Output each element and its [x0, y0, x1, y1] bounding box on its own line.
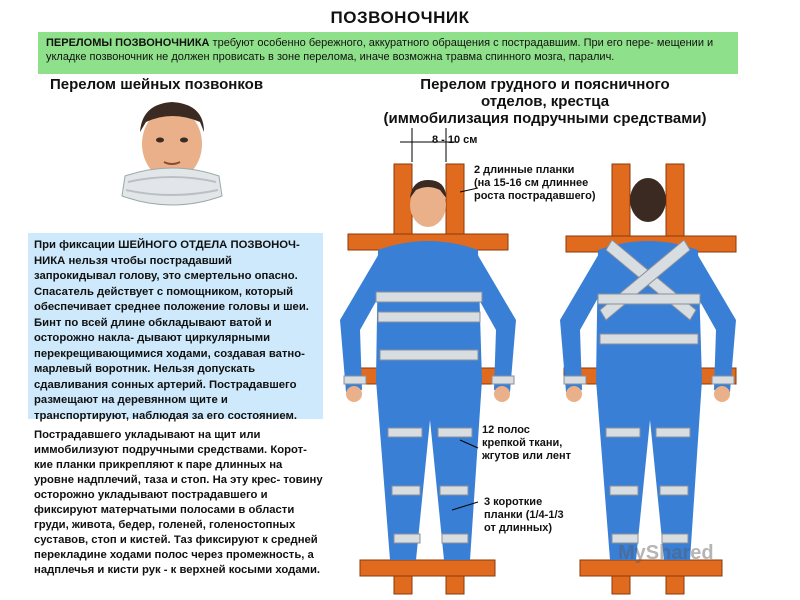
short-planks-label-line2: планки (1/4-1/3 — [484, 509, 564, 521]
cervical-subtitle: Перелом шейных позвонков — [50, 76, 264, 93]
strips-label-line3: жгутов или лент — [482, 450, 571, 462]
banner-lead: ПЕРЕЛОМЫ ПОЗВОНОЧНИКА — [46, 37, 210, 49]
banner-text: требуют особенно бережного, аккуратного обращения с пострадавшим. При его пере- мещении и укладке позвоночник не должен провисать в зоне перелома, иначе возможна травма спинного мозга, паралич. — [46, 37, 714, 63]
page-title: ПОЗВОНОЧНИК — [330, 8, 470, 27]
cervical-box-lead: При фиксации ШЕЙНОГО ОТДЕЛА ПОЗВОНОЧ- НИКА — [34, 239, 300, 267]
short-planks-label-line3: от длинных) — [484, 522, 553, 534]
dimension-label: 8 - 10 см — [432, 134, 478, 146]
planks-label-line3: роста пострадавшего) — [474, 190, 596, 202]
short-planks-label-line1: 3 короткие — [484, 496, 543, 508]
planks-label-line1: 2 длинные планки — [474, 164, 575, 176]
planks-label — [474, 164, 596, 203]
planks-label-line2: (на 15-16 см длиннее — [474, 177, 589, 189]
thoracic-subtitle-line3: (иммобилизация подручными средствами) — [383, 110, 707, 127]
watermark: MyShared — [618, 542, 714, 564]
cervical-box-text: нельзя чтобы пострадавший запрокидывал голову, это смертельно опасно. Спасатель действует с помощником, который обеспечивает среднее положение головы и шеи. Бинт по всей длине обкладывают ватой и осторожно накла- дывают циркулярными перекрещивающимися ходами, создавая ватно-марлевый воротник. Нельзя допускать сдавливания сонных артерий. Пострадавшего размещают на деревянном щите и транспортируют, наблюдая за его состоянием. — [34, 254, 309, 422]
short-planks-label — [484, 496, 564, 535]
strips-label-line2: крепкой ткани, — [482, 437, 563, 449]
strips-label-line1: 12 полос — [482, 424, 530, 436]
head-collar-illustration — [122, 102, 222, 205]
thoracic-subtitle-line2: отделов, крестца — [480, 93, 610, 110]
strips-label — [482, 424, 571, 463]
thoracic-subtitle-line1: Перелом грудного и поясничного — [420, 76, 670, 93]
cervical-instructions-box — [28, 233, 323, 422]
thoracic-instructions: Пострадавшего укладывают на щит или иммобилизуют подручными средствами. Корот- кие планки прикрепляют к паре длинных на уровне надплечий, таза и стоп. На эту крес- товину осторожно укладывают пострадавшего и фиксируют матерчатыми полосами в области груди, живота, бедер, голеней, голеностопных суставов, стоп и кистей. Таз фиксируют к средней перекладине ходами полос через промежность, а надплечья и кисти рук - к верхней косыми ходами. — [34, 429, 323, 576]
